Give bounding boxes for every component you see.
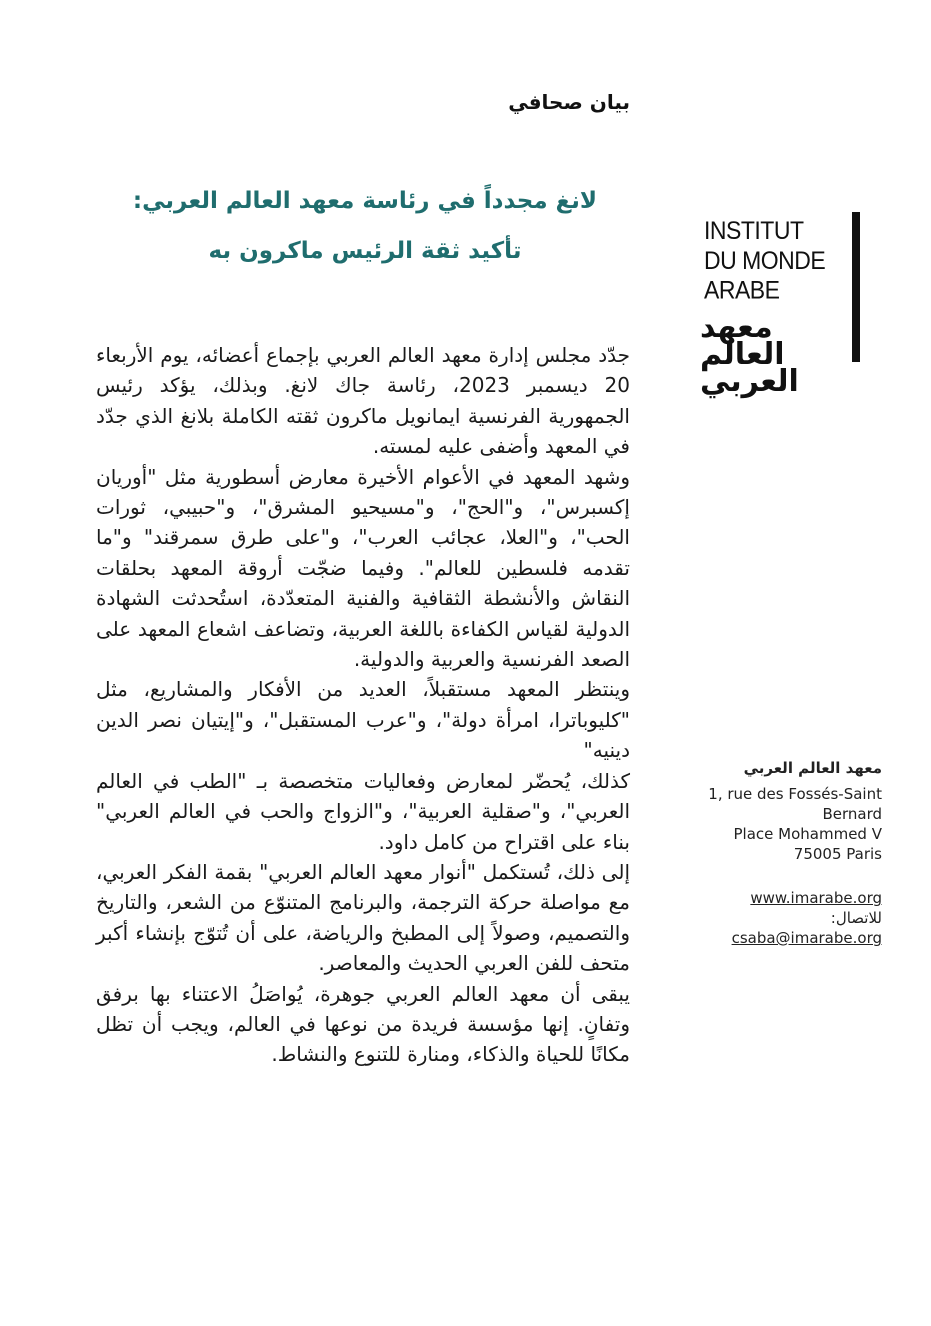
contact-address — [660, 784, 882, 864]
website-link[interactable]: www.imarabe.org — [750, 889, 882, 907]
body-paragraph: كذلك، يُحضّر لمعارض وفعاليات متخصصة بـ "الطب في العالم العربي"، و"صقلية العربية"، و"الزواج والحب في العالم العربي" بناء على اقتراح من كامل داود. — [96, 768, 630, 854]
body-paragraph: وشهد المعهد في الأعوام الأخيرة معارض أسطورية مثل "أوريان إكسبرس"، و"الحج"، و"مسيحيو المشرق"، و"حبيبي، ثورات الحب"، و"العلا، عجائب العرب"، و"على طرق سمرقند" و"ما تقدمه فلسطين للعالم". وفيما ضجّت أروقة المعهد بحلقات النقاش والأنشطة الثقافية والفنية المتعدّدة، استُحدثت الشهادة الدولية لقياس الكفاءة باللغة العربية، وتضاعف اشعاع المعهد على الصعد الفرنسية والعربية والدولية. — [96, 464, 630, 672]
ima-logo — [700, 212, 865, 399]
address-line: Bernard — [822, 805, 882, 823]
logo-line-1: INSTITUT — [704, 216, 804, 245]
headline-line-2: تأكيد ثقة الرئيس ماكرون به — [208, 238, 522, 264]
logo-arabic-wordmark: معهد العالم العربي — [700, 310, 799, 399]
body-paragraph: وينتظر المعهد مستقبلاً، العديد من الأفكار والمشاريع، مثل "كليوباترا، امرأة دولة"، و"عرب المستقبل"، و"إيتيان نصر الدين دينيه" — [96, 677, 630, 763]
headline-line-1: لانغ مجدداً في رئاسة معهد العالم العربي: — [132, 188, 598, 214]
contact-block — [660, 758, 882, 948]
email-link[interactable]: csaba@imarabe.org — [731, 929, 882, 947]
address-line: Place Mohammed V — [733, 825, 882, 843]
logo-wordmark — [704, 216, 825, 305]
contact-organization: معهد العالم العربي — [743, 759, 882, 777]
logo-line-2: DU MONDE — [704, 245, 826, 275]
logo-vertical-bar — [852, 212, 860, 362]
body-paragraph: يبقى أن معهد العالم العربي جوهرة، يُواصَلُ الاعتناء بها برفق وتفانٍ. إنها مؤسسة فريدة من نوعها في العالم، ويجب أن تظل مكانًا للحياة والذكاء، ومنارة للتنوع والنشاط. — [96, 981, 630, 1067]
logo-line-3: ARABE — [704, 275, 780, 304]
contact-label: للاتصال: — [830, 909, 882, 927]
address-line: 75005 Paris — [793, 845, 882, 863]
document-type-label: بيان صحافي — [508, 90, 630, 114]
press-release-body — [96, 340, 630, 1070]
press-release-headline — [100, 176, 630, 276]
body-paragraph: جدّد مجلس إدارة معهد العالم العربي بإجماع أعضائه، يوم الأربعاء 20 ديسمبر 2023، رئاسة جاك لانغ. وبذلك، يؤكد رئيس الجمهورية الفرنسية ايمانويل ماكرون ثقته الكاملة بلانغ الذي جدّد في المعهد وأضفى عليه لمسته. — [96, 343, 630, 459]
address-line: 1, rue des Fossés-Saint — [708, 785, 882, 803]
body-paragraph: إلى ذلك، تُستكمل "أنوار معهد العالم العربي" بقمة الفكر العربي، مع مواصلة حركة الترجمة، والبرنامج المتنوّع من الشعر، والتاريخ والتصميم، وصولاً إلى المطبخ والرياضة، على أن تُتوّج بإنشاء أكبر متحف للفن العربي الحديث والمعاصر. — [96, 859, 630, 976]
